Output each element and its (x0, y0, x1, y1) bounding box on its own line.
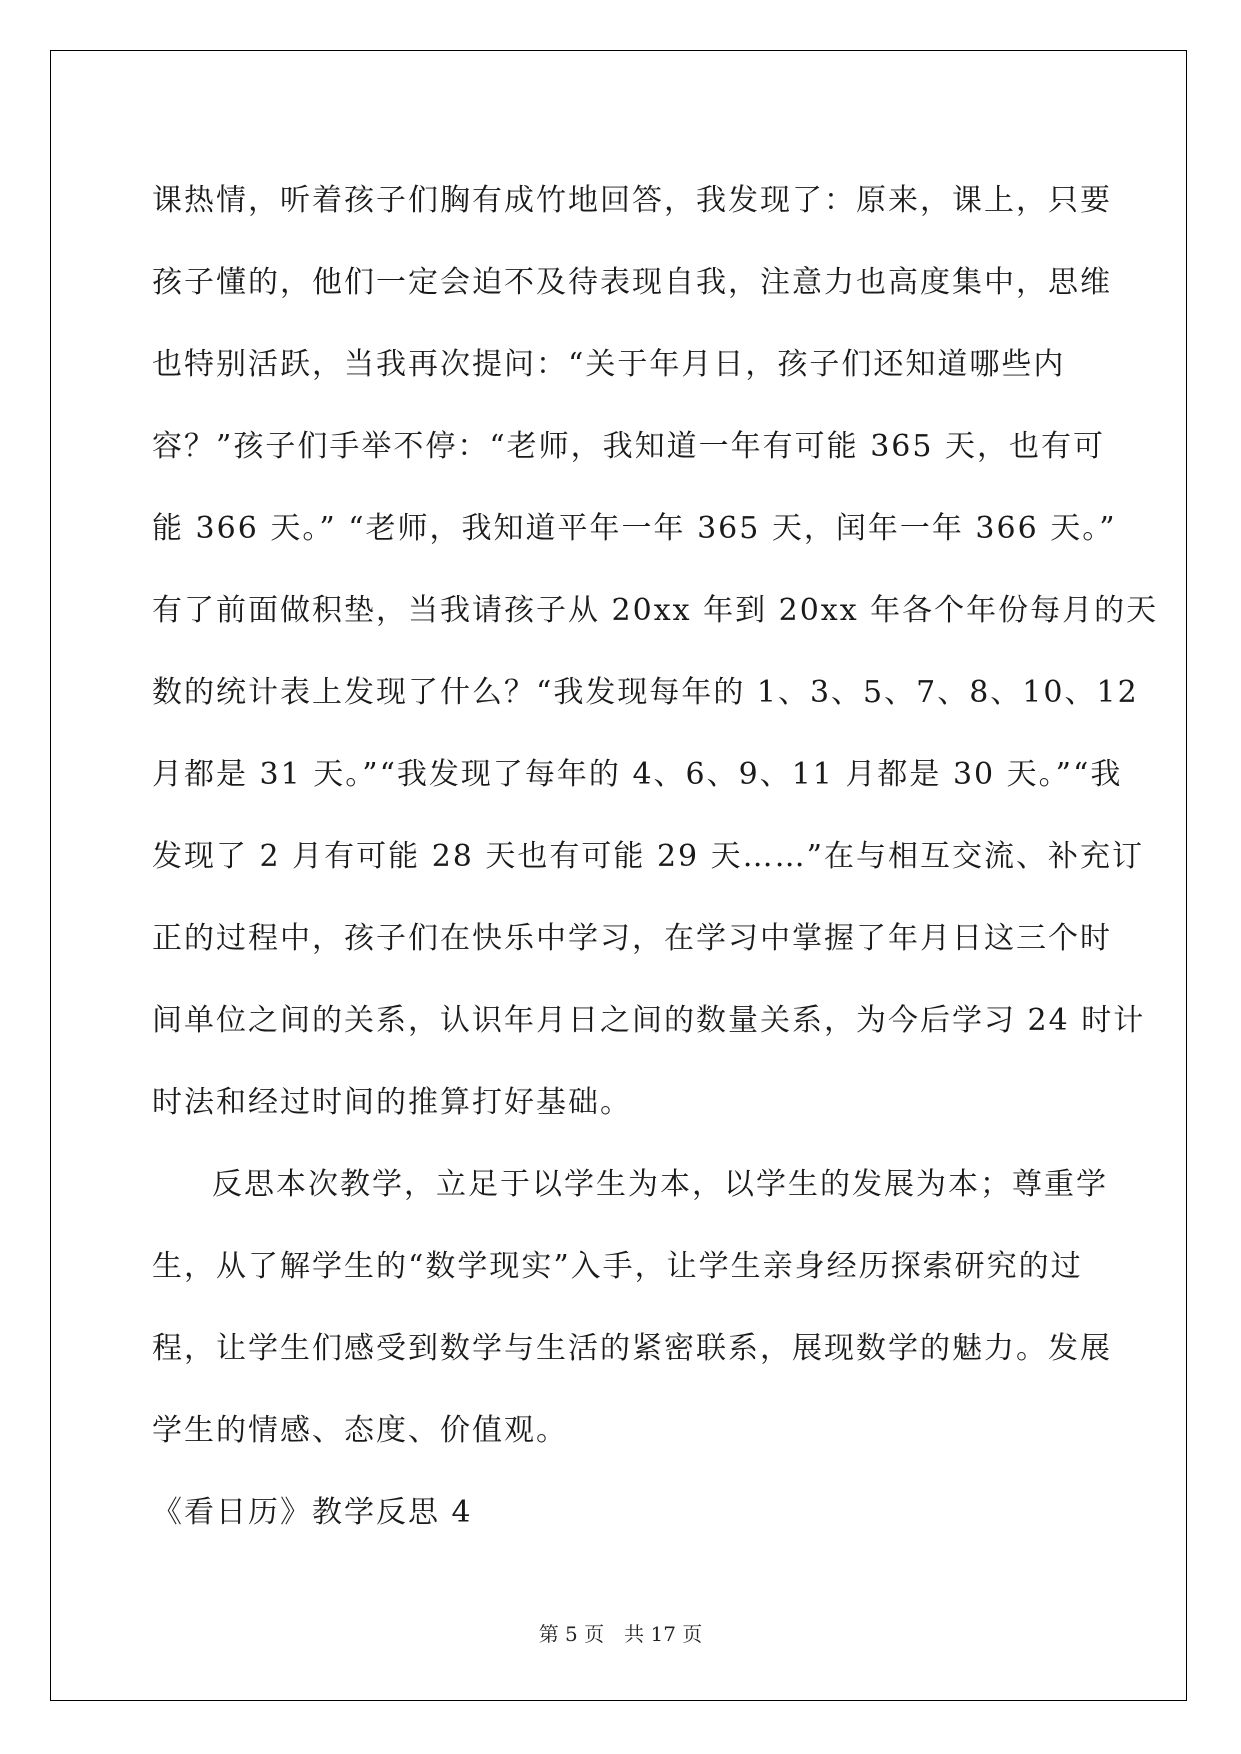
text-line: 数的统计表上发现了什么？“我发现每年的 1、3、5、7、8、10、12 (152, 675, 1139, 710)
text-line: 正的过程中，孩子们在快乐中学习，在学习中掌握了年月日这三个时 (152, 921, 1112, 956)
text-line: 有了前面做积垫，当我请孩子从 20xx 年到 20xx 年各个年份每月的天 (152, 593, 1159, 628)
text-line: 程，让学生们感受到数学与生活的紧密联系，展现数学的魅力。发展 (152, 1331, 1112, 1366)
text-line: 发现了 2 月有可能 28 天也有可能 29 天……”在与相互交流、补充订 (152, 839, 1144, 874)
text-line: 月都是 31 天。”“我发现了每年的 4、6、9、11 月都是 30 天。”“我 (152, 757, 1123, 792)
text-line: 学生的情感、态度、价值观。 (152, 1413, 568, 1448)
text-line: 反思本次教学，立足于以学生为本，以学生的发展为本；尊重学 (212, 1167, 1108, 1202)
text-line: 生，从了解学生的“数学现实”入手，让学生亲身经历探索研究的过 (152, 1249, 1083, 1284)
text-line: 课热情，听着孩子们胸有成竹地回答，我发现了：原来，课上，只要 (152, 183, 1112, 218)
document-body (152, 160, 1159, 1554)
page-footer: 第 5 页 共 17 页 (538, 1622, 703, 1646)
text-line: 容？”孩子们手举不停：“老师，我知道一年有可能 365 天，也有可 (152, 429, 1106, 464)
text-line: 孩子懂的，他们一定会迫不及待表现自我，注意力也高度集中，思维 (152, 265, 1112, 300)
text-line: 间单位之间的关系，认识年月日之间的数量关系，为今后学习 24 时计 (152, 1003, 1146, 1038)
text-line: 能 366 天。” “老师，我知道平年一年 365 天，闰年一年 366 天。” (152, 511, 1117, 546)
text-line: 也特别活跃，当我再次提问：“关于年月日，孩子们还知道哪些内 (152, 347, 1066, 382)
text-line: 时法和经过时间的推算打好基础。 (152, 1085, 632, 1120)
section-heading: 《看日历》教学反思 4 (152, 1495, 473, 1530)
